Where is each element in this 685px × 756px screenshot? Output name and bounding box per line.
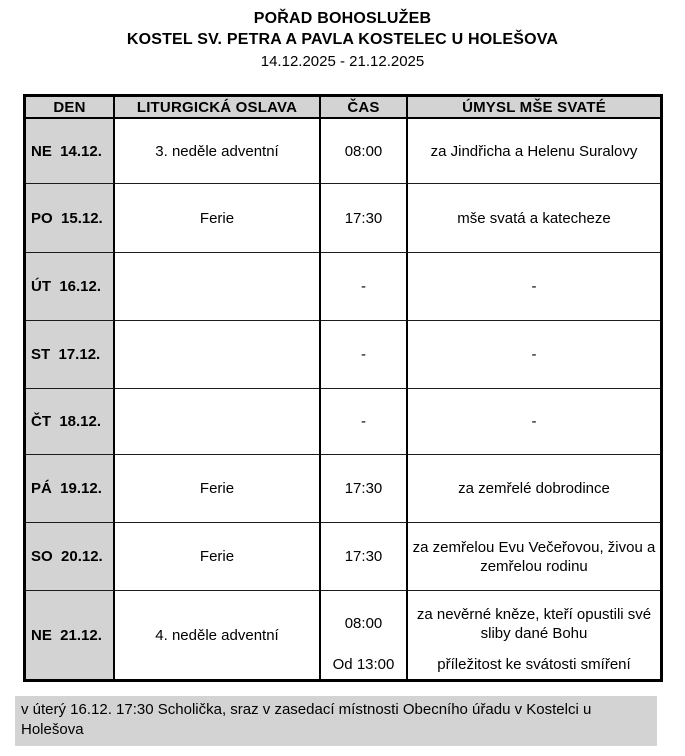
intention-cell — [408, 591, 660, 679]
day-cell: PÁ 19.12. — [26, 455, 115, 523]
schedule-table — [23, 94, 663, 682]
liturgy-cell — [115, 389, 321, 455]
time-cell: 17:30 — [321, 523, 408, 591]
intention-stack — [411, 591, 657, 679]
day-cell: NE 21.12. — [26, 591, 115, 679]
time-cell: - — [321, 253, 408, 321]
header-cell-cas: ČAS — [321, 97, 408, 119]
header-cell-den: DEN — [26, 97, 115, 119]
time-cell: 17:30 — [321, 455, 408, 523]
day-cell: PO 15.12. — [26, 184, 115, 253]
intention-primary: za nevěrné kněze, kteří opustili své sliby dané Bohu — [416, 605, 652, 642]
time-cell: 17:30 — [321, 184, 408, 253]
intention-secondary: příležitost ke svátosti smíření — [437, 656, 631, 673]
header-cell-umysl: ÚMYSL MŠE SVATÉ — [408, 97, 660, 119]
intention-cell: mše svatá a katecheze — [408, 184, 660, 253]
time-stack — [324, 591, 403, 679]
liturgy-cell — [115, 253, 321, 321]
intention-cell: za zemřelou Evu Večeřovou, živou a zemřelou rodinu — [408, 523, 660, 591]
intention-cell: - — [408, 389, 660, 455]
time-cell: - — [321, 321, 408, 389]
time-secondary: Od 13:00 — [332, 656, 395, 673]
title-line-1: POŘAD BOHOSLUŽEB — [253, 10, 432, 27]
day-cell: ČT 18.12. — [26, 389, 115, 455]
intention-cell: - — [408, 253, 660, 321]
liturgy-cell: Ferie — [115, 523, 321, 591]
liturgy-cell — [115, 321, 321, 389]
header-cell-liturgicka-oslava: LITURGICKÁ OSLAVA — [115, 97, 321, 119]
day-cell: NE 14.12. — [26, 119, 115, 184]
time-primary: 08:00 — [344, 615, 383, 632]
day-cell: ÚT 16.12. — [26, 253, 115, 321]
liturgy-cell: 3. neděle adventní — [115, 119, 321, 184]
time-cell — [321, 591, 408, 679]
day-cell: ST 17.12. — [26, 321, 115, 389]
intention-cell: za Jindřicha a Helenu Suralovy — [408, 119, 660, 184]
liturgy-cell: Ferie — [115, 184, 321, 253]
title-date-range: 14.12.2025 - 21.12.2025 — [260, 53, 425, 70]
intention-cell: za zemřelé dobrodince — [408, 455, 660, 523]
document-header — [0, 0, 685, 72]
time-cell: - — [321, 389, 408, 455]
title-line-2: KOSTEL SV. PETRA A PAVLA KOSTELEC U HOLEŠOVA — [126, 31, 559, 48]
footer-note: v úterý 16.12. 17:30 Scholička, sraz v zasedací místnosti Obecního úřadu v Kostelci u Holešova — [15, 696, 657, 746]
time-cell: 08:00 — [321, 119, 408, 184]
liturgy-cell: 4. neděle adventní — [115, 591, 321, 679]
liturgy-cell: Ferie — [115, 455, 321, 523]
day-cell: SO 20.12. — [26, 523, 115, 591]
intention-cell: - — [408, 321, 660, 389]
